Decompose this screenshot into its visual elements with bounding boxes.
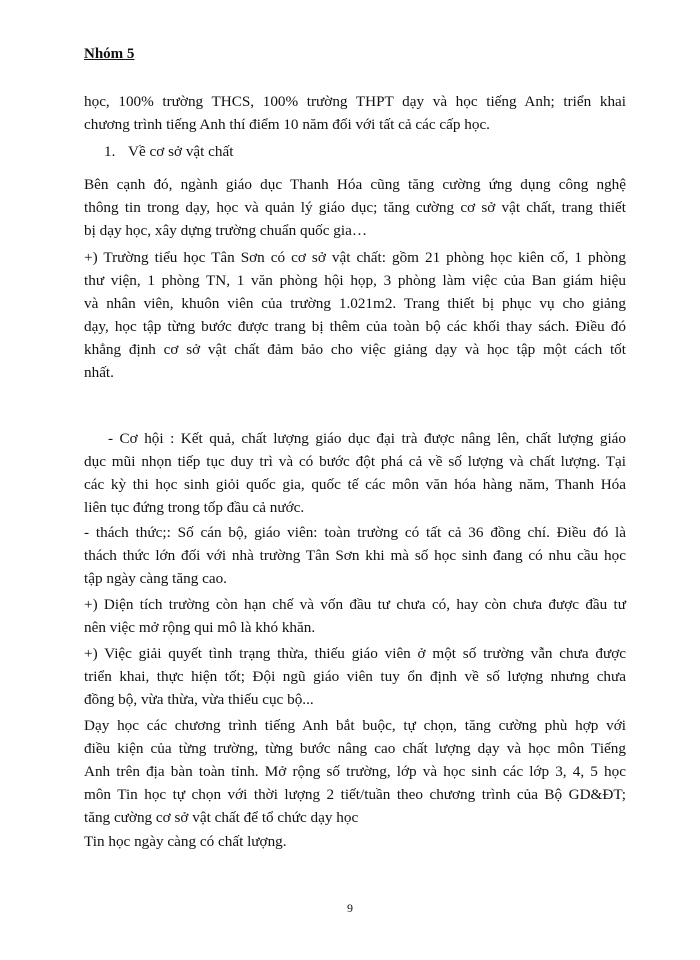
paragraph-line: thông tin trong dạy, học và quản lý giáo dục; tăng cường cơ sở vật chất, trang thiết <box>84 199 626 216</box>
paragraph-line: Dạy học các chương trình tiếng Anh bắt buộc, tự chọn, tăng cường phù hợp với <box>84 717 626 734</box>
paragraph-line: dục mũi nhọn tiếp tục duy trì và có bước đột phá cả về số lượng và chất lượng. Tại <box>84 453 626 470</box>
paragraph-line: Anh trên địa bàn toàn tỉnh. Mở rộng số trường, lớp và học sinh các lớp 3, 4, 5 học <box>84 763 626 780</box>
paragraph-line: học, 100% trường THCS, 100% trường THPT dạy và học tiếng Anh; triển khai <box>84 93 626 110</box>
numbered-item-facilities <box>104 140 233 163</box>
paragraph-opportunity <box>84 427 626 519</box>
item-number: 1. <box>104 143 116 160</box>
page-number: 9 <box>347 901 353 915</box>
paragraph-line: khẳng định cơ sở vật chất đảm bảo cho việc giảng dạy và học tập một cách tốt <box>84 341 626 358</box>
paragraph-line: chương trình tiếng Anh thí điểm 10 năm đối với tất cả các cấp học. <box>84 116 490 133</box>
paragraph-teacher-shortage <box>84 642 626 711</box>
paragraph-informatics <box>84 830 626 853</box>
paragraph-line: bị dạy học, xây dựng trường chuẩn quốc gia… <box>84 222 368 239</box>
paragraph-english-programs <box>84 714 626 829</box>
paragraph-area-limits <box>84 593 626 639</box>
paragraph-line: +) Trường tiểu học Tân Sơn có cơ sở vật chất: gồm 21 phòng học kiên cố, 1 phòng <box>84 249 626 266</box>
group-heading: Nhóm 5 <box>84 46 135 62</box>
paragraph-line: +) Diện tích trường còn hạn chế và vốn đầu tư chưa có, hay còn chưa được đầu tư <box>84 596 626 613</box>
paragraph-line: thách thức lớn đối với nhà trường Tân Sơn khi mà số học sinh đang có nhu cầu học <box>84 547 626 564</box>
paragraph-line: Bên cạnh đó, ngành giáo dục Thanh Hóa cũng tăng cường ứng dụng công nghệ <box>84 176 626 193</box>
paragraph-line: +) Việc giải quyết tình trạng thừa, thiếu giáo viên ở một số trường vẫn chưa được <box>84 645 626 662</box>
paragraph-line: và nhân viên, khuôn viên của trường 1.021m2. Trang thiết bị phục vụ cho giảng <box>84 295 626 312</box>
item-title: Về cơ sở vật chất <box>128 143 234 160</box>
paragraph-line: - Cơ hội : Kết quả, chất lượng giáo dục đại trà được nâng lên, chất lượng giáo <box>108 430 626 447</box>
paragraph-line: - thách thức;: Số cán bộ, giáo viên: toàn trường có tất cả 36 đồng chí. Điều đó là <box>84 524 626 541</box>
paragraph-challenge <box>84 521 626 590</box>
paragraph-line: nên việc mở rộng qui mô là khó khăn. <box>84 619 316 636</box>
paragraph-english-teaching <box>84 90 626 136</box>
paragraph-line: tập ngày càng tăng cao. <box>84 570 227 587</box>
paragraph-line: đồng bộ, vừa thừa, vừa thiếu cục bộ... <box>84 691 314 708</box>
paragraph-line: các kỳ thi học sinh giỏi quốc gia, quốc tế các môn văn hóa hàng năm, Thanh Hóa <box>84 476 626 493</box>
paragraph-line: triển khai, thực hiện tốt; Đội ngũ giáo viên tuy ổn định về số lượng nhưng chưa <box>84 668 626 685</box>
paragraph-line: liên tục đứng trong tốp đầu cả nước. <box>84 499 305 516</box>
paragraph-line: tăng cường cơ sở vật chất để tổ chức dạy học <box>84 809 359 826</box>
paragraph-line: dạy, học tập từng bước được trang bị thêm của toàn bộ các khối thay sách. Điều đó <box>84 318 626 335</box>
paragraph-technology <box>84 173 626 242</box>
paragraph-line: điều kiện của từng trường, từng bước nâng cao chất lượng dạy và học môn Tiếng <box>84 740 626 757</box>
paragraph-line: thư viện, 1 phòng TN, 1 văn phòng hội họp, 3 phòng làm việc của Ban giám hiệu <box>84 272 626 289</box>
paragraph-tan-son-facilities <box>84 246 626 384</box>
paragraph-line: Tin học ngày càng có chất lượng. <box>84 833 287 850</box>
paragraph-line: môn Tin học tự chọn với thời lượng 2 tiết/tuần theo chương trình của Bộ GD&ĐT; <box>84 786 626 803</box>
paragraph-line: nhất. <box>84 364 114 381</box>
